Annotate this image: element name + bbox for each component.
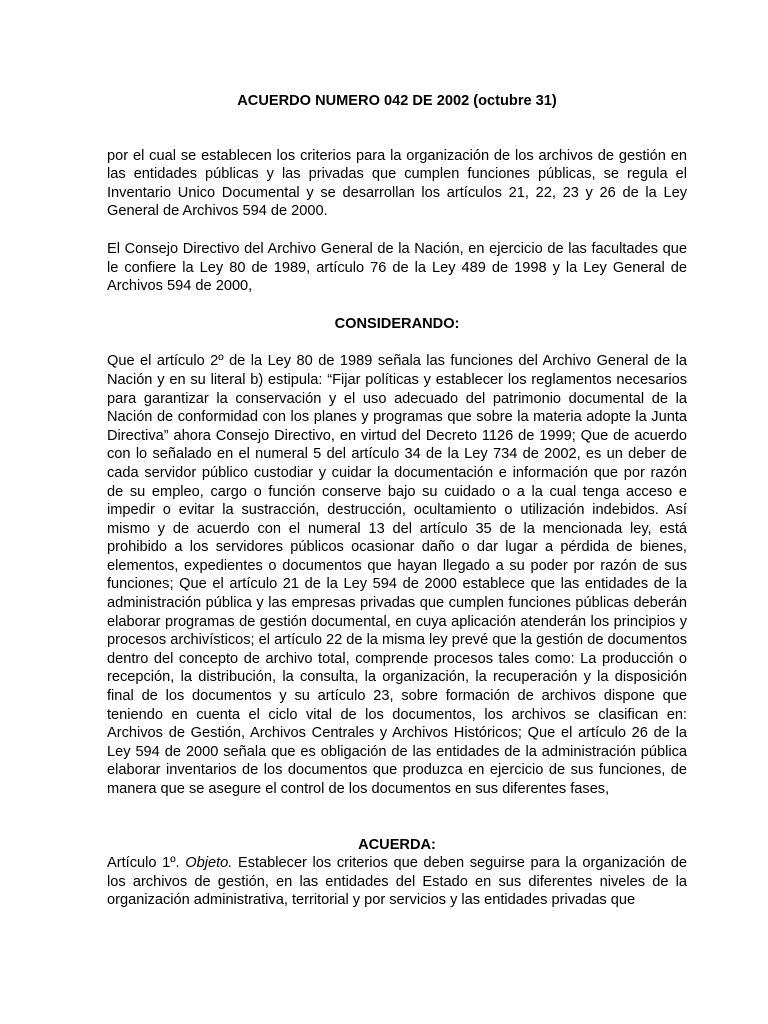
intro-paragraph: por el cual se establecen los criterios para la organización de los archivos de gestión en las entidades públicas y las privadas que cumplen funciones públicas, se regula el Inventario Unico Documental y se desarrollan los artículos 21, 22, 23 y 26 de la Ley General de Archivos 594 de 2000. [107,147,687,220]
article-1-number: Artículo 1º. [107,855,180,872]
article-1-name: Objeto. [185,855,233,872]
document-title: ACUERDO NUMERO 042 DE 2002 (octubre 31) [237,93,557,109]
considerando-paragraph: Que el artículo 2º de la Ley 80 de 1989 señala las funciones del Archivo General de la Nación y en su literal b) estipula: “Fijar políticas y establecer los reglamentos necesarios para garantizar la conservación y el uso adecuado del patrimonio documental de la Nación de conformidad con los planes y programas que sobre la materia adopte la Junta Directiva” ahora Consejo Directivo, en virtud del Decreto 1126 de 1999; Que de acuerdo con lo señalado en el numeral 5 del artículo 34 de la Ley 734 de 2002, es un deber de cada servidor público custodiar y cuidar la documentación e información que por razón de su empleo, cargo o función conserve bajo su cuidado o a la cual tenga acceso e impedir o evitar la sustracción, destrucción, ocultamiento o utilización indebidos. Así mismo y de acuerdo con el numeral 13 del artículo 35 de la mencionada ley, está prohibido a los servidores públicos ocasionar daño o dar lugar a pérdida de bienes, elementos, expedientes o documentos que hayan llegado a su poder por razón de sus funciones; Que el artículo 21 de la Ley 594 de 2000 establece que las entidades de la administración pública y las empresas privadas que cumplen funciones públicas deberán elaborar programas de gestión documental, en cuya aplicación atenderán los principios y procesos archivísticos; el artículo 22 de la misma ley prevé que la gestión de documentos dentro del concepto de archivo total, comprende procesos tales como: La producción o recepción, la distribución, la consulta, la organización, la recuperación y la disposición final de los documentos y su artículo 23, sobre formación de archivos dispone que teniendo en cuenta el ciclo vital de los documentos, los archivos se clasifican en: Archivos de Gestión, Archivos Centrales y Archivos Históricos; Que el artículo 26 de la Ley 594 de 2000 señala que es obligación de las entidades de la administración pública elaborar inventarios de los documentos que produzca en ejercicio de sus funciones, de manera que se asegure el control de los documentos en sus diferentes fases, [107,353,687,797]
considerando-heading: CONSIDERANDO: [334,315,460,332]
article-1-text: Establecer los criterios que deben seguirse para la organización de los archivos de gestión, en las entidades del Estado en sus diferentes niveles de la organización administrativa, territorial y por servicios y las entidades privadas que [107,855,688,909]
consejo-paragraph: El Consejo Directivo del Archivo General de la Nación, en ejercicio de las facultades que le confiere la Ley 80 de 1989, artículo 76 de la Ley 489 de 1998 y la Ley General de Archivos 594 de 2000, [107,240,687,295]
document-body [107,84,687,910]
article-1-paragraph [107,854,687,910]
acuerda-heading: ACUERDA: [358,836,436,853]
